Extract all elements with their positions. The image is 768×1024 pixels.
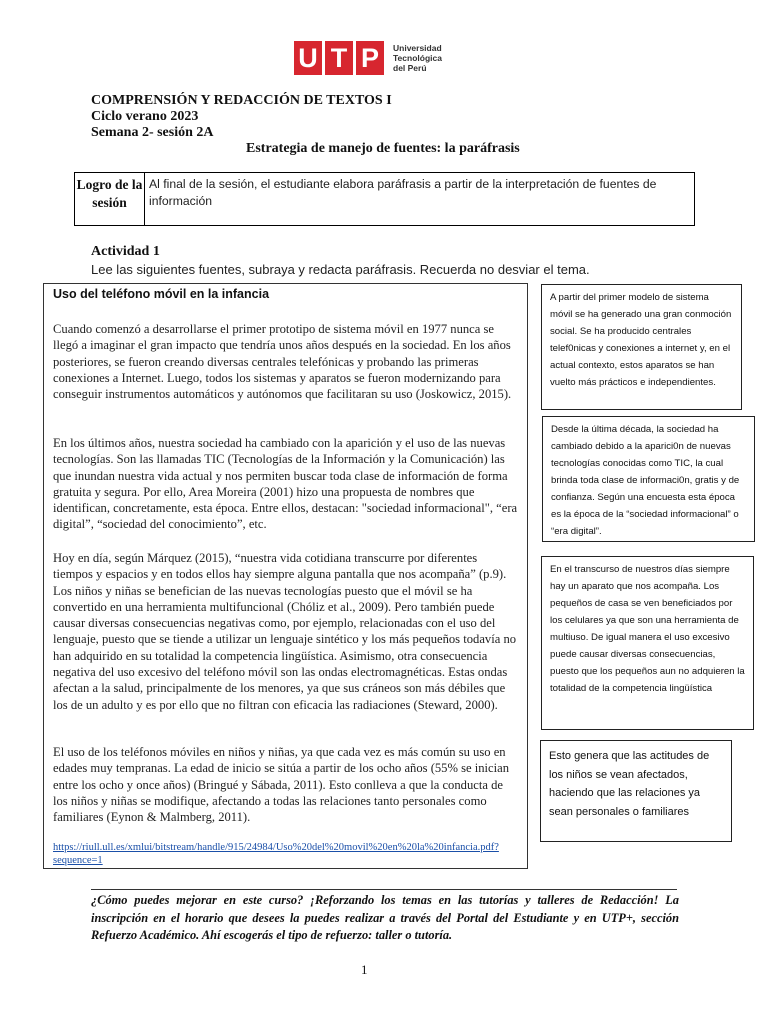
logo-letter-p: P bbox=[356, 41, 384, 75]
source-link[interactable]: https://riull.ull.es/xmlui/bitstream/handle/915/24984/Uso%20del%20movil%20en%20la%20infancia.pdf?sequence=1 bbox=[53, 842, 499, 866]
logo-line-1: Universidad bbox=[393, 43, 442, 53]
utp-logo bbox=[294, 41, 442, 75]
paraphrase-box-2: Desde la última década, la sociedad ha cambiado debido a la aparici0n de nuevas tecnologías conocidas como TIC, la cual brinda toda clase de informaci0n, gratis y de confianza. Según una encuesta esta época es la época de la “sociedad informacional” o “era digital”. bbox=[542, 416, 755, 542]
footer-divider bbox=[91, 889, 677, 890]
cycle-label: Ciclo verano 2023 bbox=[91, 109, 199, 124]
paraphrase-box-1: A partir del primer modelo de sistema móvil se ha generado una gran conmoción social. Se ha producido centrales telef0nicas y conexiones a internet y, en el actual contexto, estos aparatos se han vuelto más prácticos e independientes. bbox=[541, 284, 742, 410]
week-session-label: Semana 2- sesión 2A bbox=[91, 125, 214, 140]
tutoring-note: ¿Cómo puedes mejorar en este curso? ¡Reforzando los temas en las tutorías y talleres de Redacción! La inscripción en el horario que desees la puedes realizar a través del Portal del Estudiante y en UTP+, sección Refuerzo Académico. Ahí escogerás el tipo de refuerzo: taller o tutoría. bbox=[91, 893, 679, 942]
source-paragraph-3: Hoy en día, según Márquez (2015), “nuestra vida cotidiana transcurre por diferentes tiempos y espacios y en todos ellos hay siempre alguna pantalla que nos acompaña” (p.9). Los niños y niñas se benefician de las nuevas tecnologías puesto que el móvil se ha convertido en una herramienta multifuncional (Chóliz et al., 2009). Pero también puede causar diversas consecuencias negativas como, por ejemplo, relacionadas con el uso del lenguaje, puesto que se tiende a utilizar un lenguaje sintético y los más pequeños todavía no han adquirido en su totalidad la competencia lingüística. Asimismo, otra consecuencia negativa del uso excesivo del teléfono móvil son las ondas electromagnéticas. Estas ondas afectan a la salud, principalmente de los menores, ya que sus cráneos son más débiles que los de un adulto y es por ello que no filtran con eficacia las radiaciones (Steward, 2000). bbox=[53, 551, 517, 712]
logo-university-name bbox=[393, 43, 442, 73]
paraphrase-box-3: En el transcurso de nuestros días siempre hay un aparato que nos acompaña. Los pequeños de casa se ven beneficiados por los celulares ya que son una herramienta de multiuso. De igual manera el uso excesivo puede causar diversas consecuencias, puesto que los pequeños aun no adquieren la totalidad de la competencia lingüística bbox=[541, 556, 754, 730]
session-goal-text: Al final de la sesión, el estudiante elabora paráfrasis a partir de la interpretación de fuentes de información bbox=[149, 177, 657, 208]
course-title: COMPRENSIÓN Y REDACCIÓN DE TEXTOS I bbox=[91, 93, 392, 108]
source-paragraph-1: Cuando comenzó a desarrollarse el primer prototipo de sistema móvil en 1977 nunca se llegó a imaginar el gran impacto que tendría unos años después en la sociedad. En los años posteriores, se fueron creando diversas centrales telefónicas y probando las primeras conexiones a Internet. Luego, todos los sistemas y aparatos se fueron modernizando para conseguir instrumentos automáticos y autónomos que facilitaran su uso (Joskowicz, 2015). bbox=[53, 322, 512, 402]
source-paragraph-2: En los últimos años, nuestra sociedad ha cambiado con la aparición y el uso de las nuevas tecnologías. Son las llamadas TIC (Tecnologías de la Información y la Comunicación) las que inundan nuestra vida actual y nos permiten buscar toda clase de información de forma gratuita y segura. Por ello, Area Moreira (2001) hizo una propuesta de nombres que identifican, concretamente, esta época. Entre ellos, destacan: "sociedad informacional", “era digital”, “sociedad del conocimiento”, etc. bbox=[53, 436, 518, 532]
logo-letter-u: U bbox=[294, 41, 322, 75]
session-subtitle: Estrategia de manejo de fuentes: la paráfrasis bbox=[246, 141, 520, 156]
source-paragraph-4: El uso de los teléfonos móviles en niños y niñas, ya que cada vez es más común su uso en edades muy tempranas. La edad de inicio se sitúa a partir de los ocho años (55% se inician entre los ocho y once años) (Bringué y Sábada, 2011). Esto conlleva a que la conducta de los niños y niñas se modifique, afectando a todas las relaciones tanto personales como familiares (Eynon & Malmberg, 2011). bbox=[53, 745, 510, 825]
logo-line-2: Tecnológica bbox=[393, 53, 442, 63]
session-goal-table bbox=[74, 172, 695, 226]
page-number: 1 bbox=[361, 962, 368, 977]
activity-instruction: Lee las siguientes fuentes, subraya y redacta paráfrasis. Recuerda no desviar el tema. bbox=[91, 262, 590, 277]
source-title: Uso del teléfono móvil en la infancia bbox=[53, 287, 270, 301]
activity-title: Actividad 1 bbox=[91, 244, 160, 259]
logo-line-3: del Perú bbox=[393, 63, 427, 73]
session-goal-label: Logro de la sesión bbox=[75, 173, 145, 225]
paraphrase-box-4: Esto genera que las actitudes de los niños se vean afectados, haciendo que las relaciones ya sean personales o familiares bbox=[540, 740, 732, 842]
logo-letter-t: T bbox=[325, 41, 353, 75]
